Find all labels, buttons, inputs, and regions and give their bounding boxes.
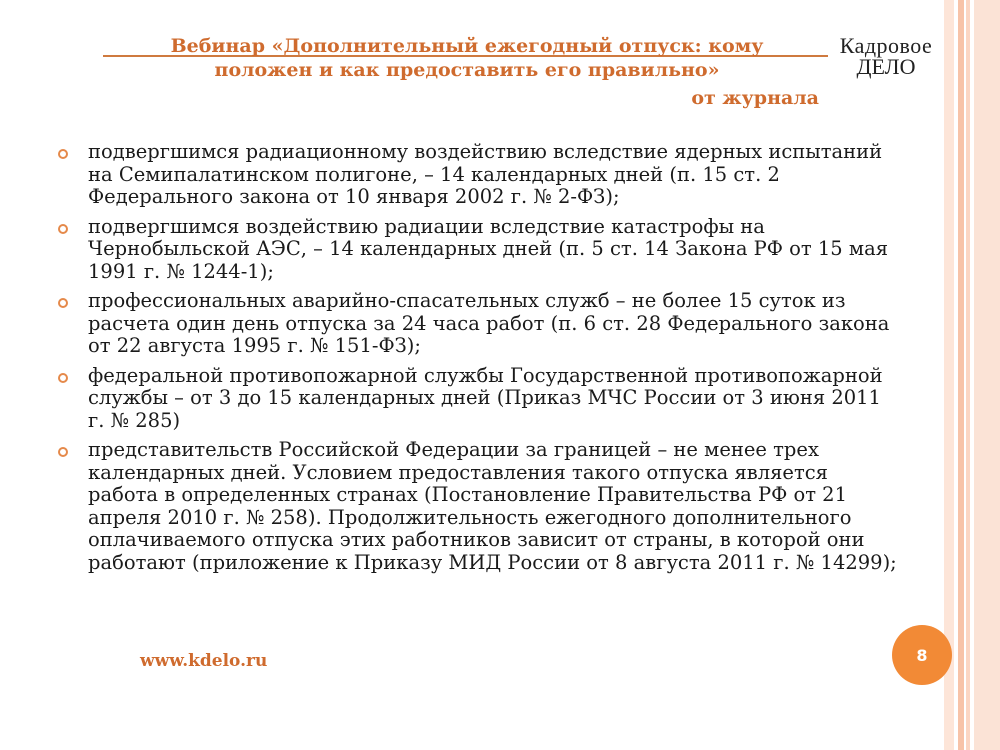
list-item [58,290,898,358]
list-item-text: федеральной противопожарной службы Государственной противопожарной службы – от 3 до 15 календарных дней (Приказ МЧС России от 3 июня 2011 г. № 285) [88,363,883,432]
list-item-text: профессиональных аварийно-спасательных служб – не более 15 суток из расчета один день отпуска за 24 часа работ (п. 6 ст. 28 Федерального закона от 22 августа 1995 г. № 151-ФЗ); [88,289,890,357]
logo-line2: ДЕЛО [856,54,916,79]
list-item [58,141,898,209]
header-title-line1: Вебинар «Дополнительный ежегодный отпуск: кому [170,35,764,57]
circle-bullet-icon [58,298,68,308]
header-title-line2: положен и как предоставить его правильно» [214,59,720,81]
kadrovoe-delo-logo [836,33,936,79]
slide-header [103,34,831,110]
circle-bullet-icon [58,224,68,234]
circle-bullet-icon [58,373,68,383]
circle-bullet-icon [58,447,68,457]
logo-line1: Кадровое [839,33,933,58]
list-item-text: представительств Российской Федерации за границей – не менее трех календарных дней. Условием предоставления такого отпуска является работа в определенных странах (Постановление Правительства РФ от 21 апреля 2010 г. № 258). Продолжительность ежегодного дополнительного оплачиваемого отпуска этих работников зависит от страны, в которой они работают (приложение к Приказу МИД России от 8 августа 2011 г. № 14299); [88,438,897,574]
bullet-list [58,141,898,581]
circle-bullet-icon [58,149,68,159]
list-item [58,439,898,574]
list-item-text: подвергшимся радиационному воздействию вследствие ядерных испытаний на Семипалатинском полигоне, – 14 календарных дней (п. 15 ст. 2 Федерального закона от 10 января 2002 г. № 2-ФЗ); [88,140,883,208]
header-source: от журнала [691,87,819,109]
list-item-text: подвергшимся воздействию радиации вследствие катастрофы на Чернобыльской АЭС, – 14 календарных дней (п. 5 ст. 14 Закона РФ от 15 мая 1991 г. № 1244-1); [88,214,888,283]
list-item [58,365,898,433]
footer-website-link[interactable]: www.kdelo.ru [140,651,268,671]
decorative-stripes [944,0,1000,750]
list-item [58,216,898,284]
page-number-badge: 8 [892,625,952,685]
